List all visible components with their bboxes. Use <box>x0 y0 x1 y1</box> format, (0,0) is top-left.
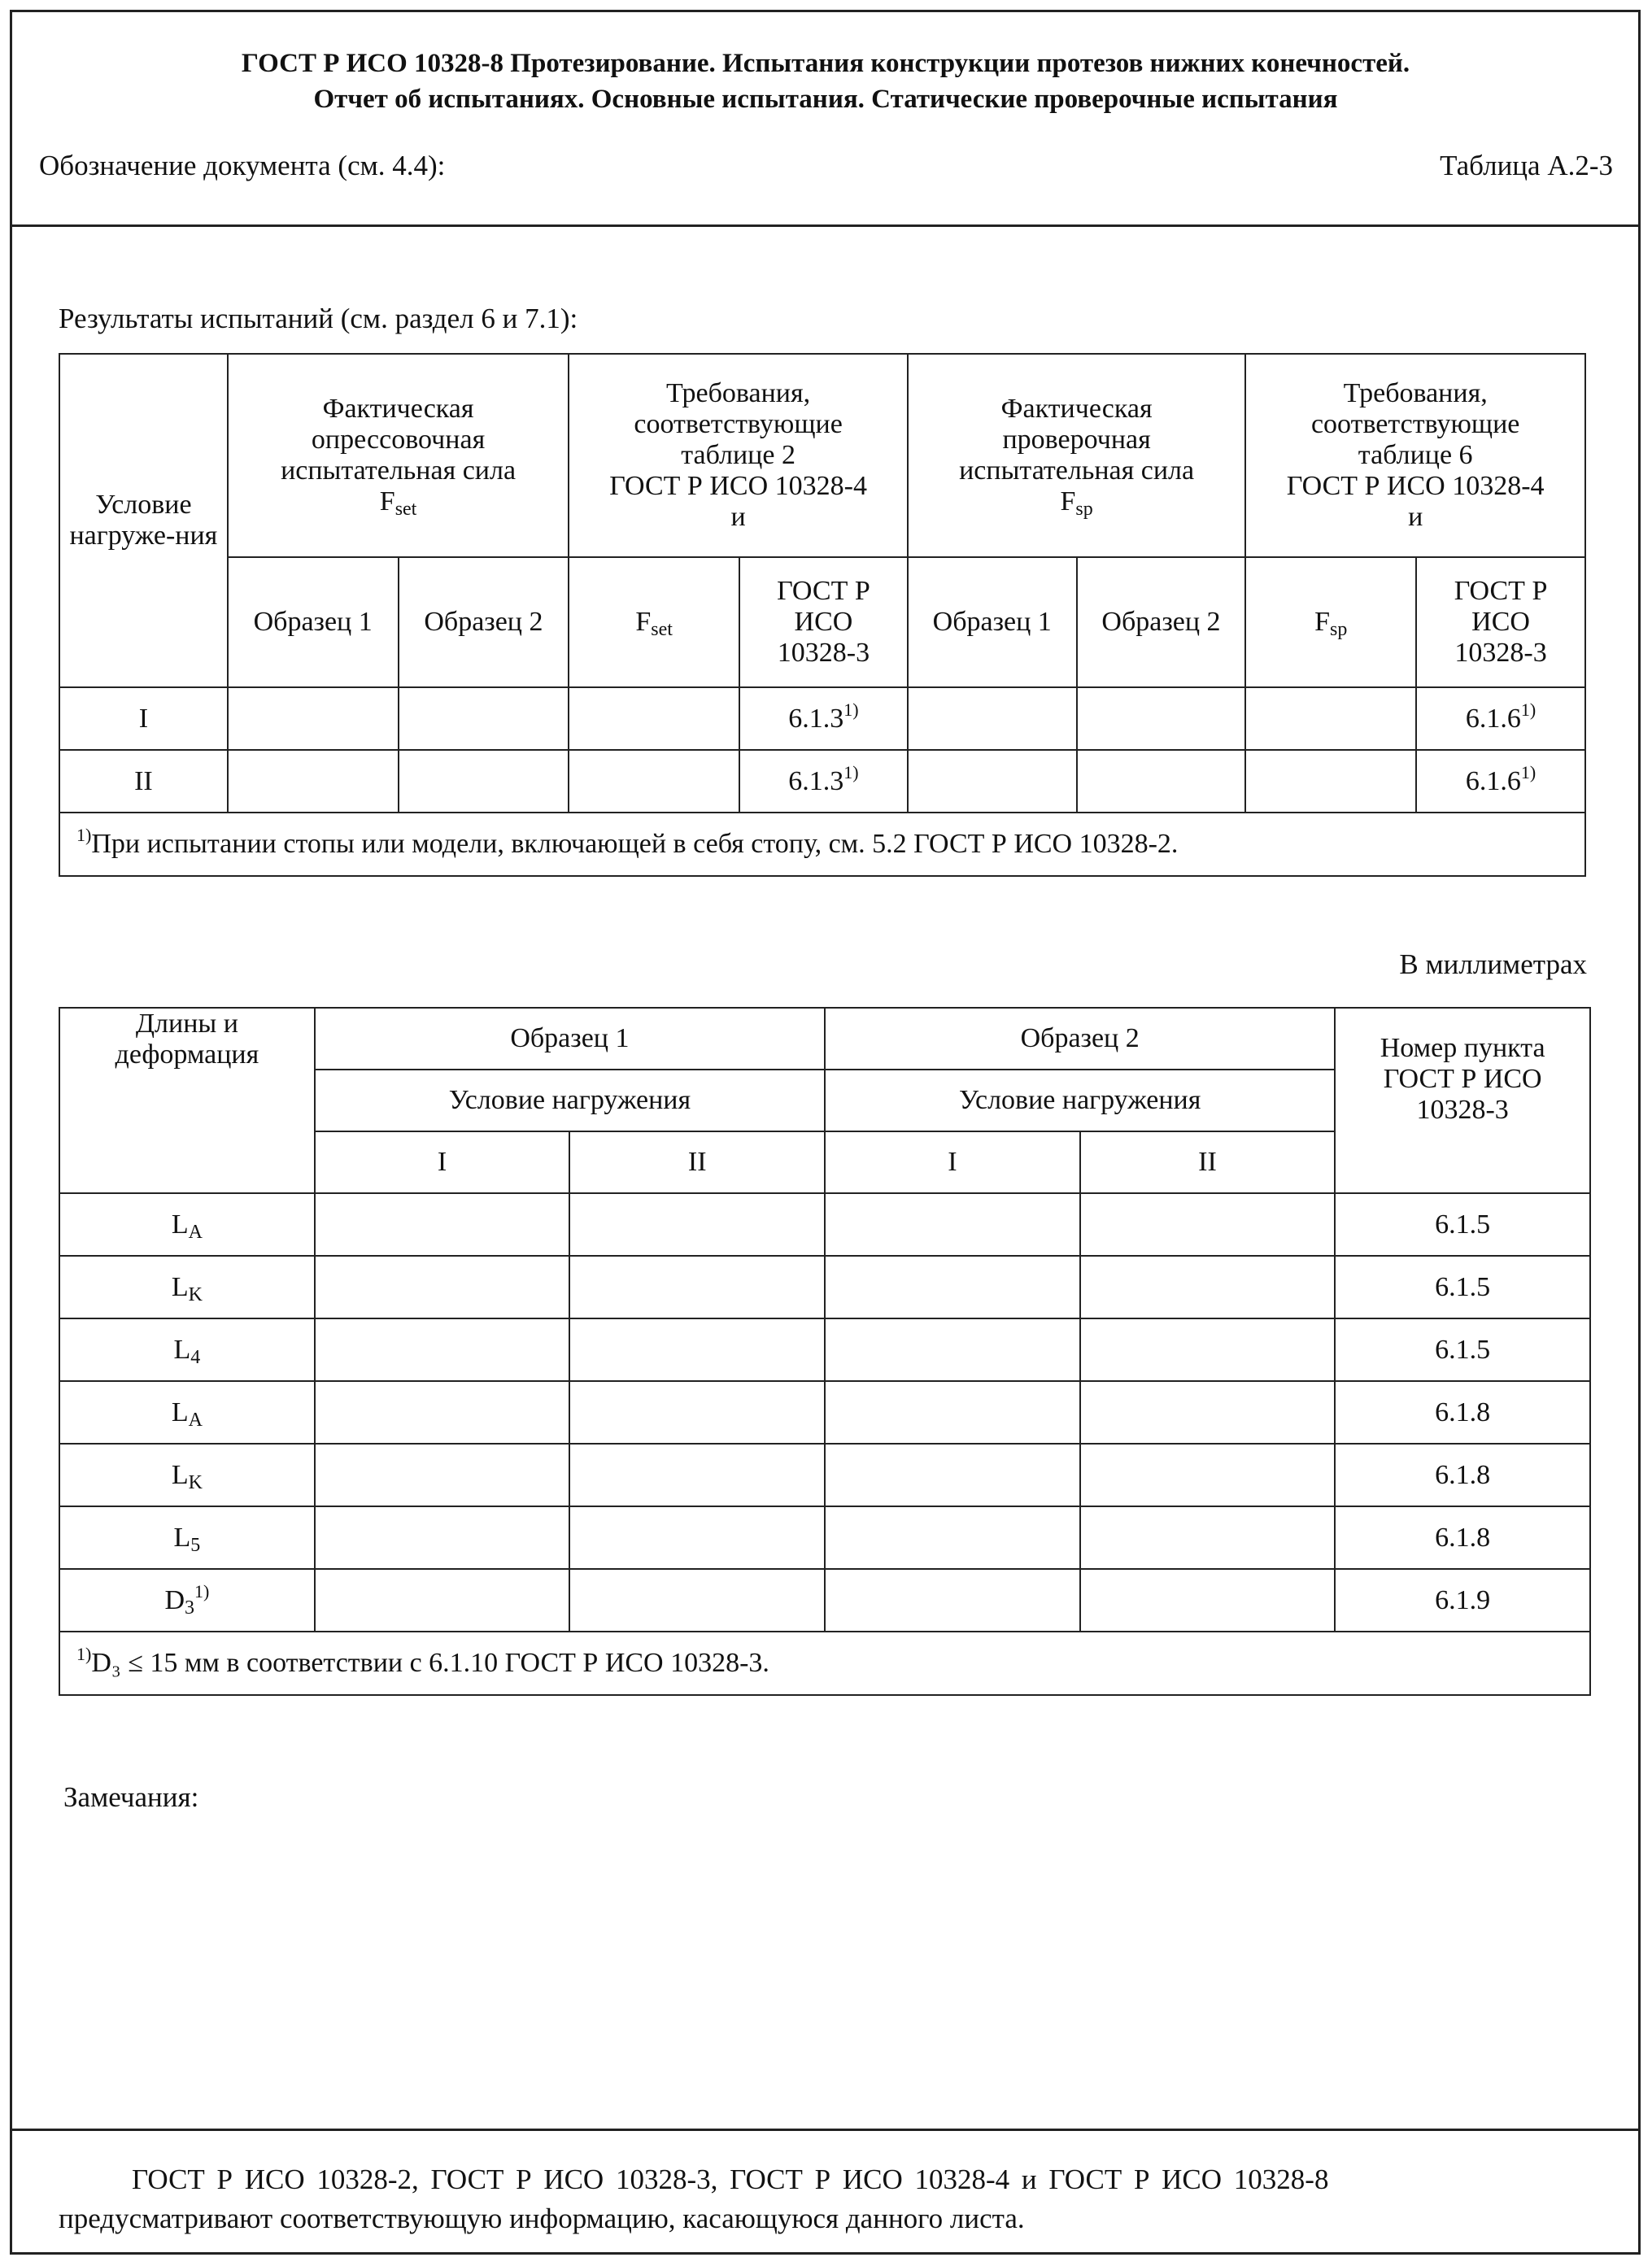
header-actual-proof-force: Фактическая проверочная испытательная сила $F_{sp}$ <box>908 354 1246 557</box>
header-set-sample1: Образец 1 <box>228 557 399 687</box>
cell <box>1080 1381 1336 1444</box>
header-s1-cond-I: I <box>315 1131 570 1193</box>
results-table <box>59 353 1586 877</box>
clause-ref: 6.1.8 <box>1335 1381 1590 1444</box>
header-sp-sample1: Образец 1 <box>908 557 1077 687</box>
row1-sp-sample1 <box>908 687 1077 750</box>
results-caption: Результаты испытаний (см. раздел 6 и 7.1): <box>59 303 578 334</box>
table-row <box>59 1569 1590 1632</box>
row1-condition: I <box>59 687 228 750</box>
clause-ref: 6.1.5 <box>1335 1318 1590 1381</box>
header-sp-sample2: Образец 2 <box>1077 557 1246 687</box>
clause-ref: 6.1.5 <box>1335 1193 1590 1256</box>
footer-line1: ГОСТ Р ИСО 10328-2, ГОСТ Р ИСО 10328-3, ГОСТ Р ИСО 10328-4 и ГОСТ Р ИСО 10328-8 <box>132 2164 1329 2195</box>
length-label: $L_K$ <box>59 1444 315 1506</box>
header-sp-gost: ГОСТ Р ИСО 10328-3 <box>1416 557 1585 687</box>
header-sample2: Образец 2 <box>825 1008 1335 1070</box>
remarks-label: Замечания: <box>63 1781 199 1813</box>
clause-ref: 6.1.5 <box>1335 1256 1590 1318</box>
header-requirements-table6: Требования, соответствующие таблице 6 ГОСТ Р ИСО 10328-4 и <box>1245 354 1585 557</box>
cell <box>315 1256 570 1318</box>
footer-note <box>59 2160 1604 2238</box>
row1-sp-sample2 <box>1077 687 1246 750</box>
row2-fsp <box>1245 750 1416 813</box>
table-row <box>59 1381 1590 1444</box>
header-s2-cond-II: II <box>1080 1131 1336 1193</box>
cell <box>1080 1318 1336 1381</box>
cell <box>825 1381 1080 1444</box>
header-load-condition-s2: Условие нагружения <box>825 1070 1335 1131</box>
row1-set-sample2 <box>399 687 569 750</box>
cell <box>315 1506 570 1569</box>
header-load-condition-s1: Условие нагружения <box>315 1070 825 1131</box>
lengths-footnote: $^{1)}$D₃ ≤ 15 мм в соответствии с 6.1.10 ГОСТ Р ИСО 10328-3. <box>59 1632 1590 1695</box>
row1-sp-ref: 6.1.6$^{1)}$ <box>1416 687 1585 750</box>
table-number: Таблица А.2-3 <box>1440 150 1613 181</box>
cell <box>315 1381 570 1444</box>
length-label: $D_3^{1)}$ <box>59 1569 315 1632</box>
header-clause-number: Номер пункта ГОСТ Р ИСО 10328-3 <box>1335 1008 1590 1193</box>
header-set-fset: $F_{set}$ <box>569 557 739 687</box>
row1-set-sample1 <box>228 687 399 750</box>
unit-caption: В миллиметрах <box>1399 948 1587 980</box>
document-title-line2: Отчет об испытаниях. Основные испытания. Статические проверочные испытания <box>313 85 1338 114</box>
table-row <box>59 1193 1590 1256</box>
results-footnote: $^{1)}$При испытании стопы или модели, включающей в себя стопу, см. 5.2 ГОСТ Р ИСО 10328-2. <box>59 813 1585 876</box>
row2-sp-ref: 6.1.6$^{1)}$ <box>1416 750 1585 813</box>
cell <box>315 1318 570 1381</box>
cell <box>825 1569 1080 1632</box>
clause-ref: 6.1.8 <box>1335 1444 1590 1506</box>
length-label: $L_5$ <box>59 1506 315 1569</box>
cell <box>569 1506 825 1569</box>
header-requirements-table2: Требования, соответствующие таблице 2 ГОСТ Р ИСО 10328-4 и <box>569 354 908 557</box>
row1-fset <box>569 687 739 750</box>
table-row <box>59 1318 1590 1381</box>
lengths-table <box>59 1007 1591 1696</box>
cell <box>825 1444 1080 1506</box>
row1-fsp <box>1245 687 1416 750</box>
header-sp-fsp: $F_{sp}$ <box>1245 557 1416 687</box>
header-lengths: Длины и деформация <box>59 1008 315 1193</box>
cell <box>1080 1444 1336 1506</box>
cell <box>569 1444 825 1506</box>
row2-set-ref: 6.1.3$^{1)}$ <box>739 750 908 813</box>
table-row <box>59 1444 1590 1506</box>
cell <box>569 1381 825 1444</box>
row1-set-ref: 6.1.3$^{1)}$ <box>739 687 908 750</box>
table-row <box>59 687 1585 750</box>
table-row <box>59 750 1585 813</box>
header-separator <box>10 224 1641 227</box>
length-label: $L_A$ <box>59 1193 315 1256</box>
row2-sp-sample2 <box>1077 750 1246 813</box>
row2-set-sample2 <box>399 750 569 813</box>
cell <box>315 1444 570 1506</box>
clause-ref: 6.1.8 <box>1335 1506 1590 1569</box>
row2-sp-sample1 <box>908 750 1077 813</box>
document-designation-label: Обозначение документа (см. 4.4): <box>39 150 446 181</box>
length-label: $L_4$ <box>59 1318 315 1381</box>
cell <box>1080 1193 1336 1256</box>
table-row <box>59 1506 1590 1569</box>
footer-line2: предусматривают соответствующую информацию, касающуюся данного листа. <box>59 2203 1025 2234</box>
row2-set-sample1 <box>228 750 399 813</box>
cell <box>315 1569 570 1632</box>
row2-fset <box>569 750 739 813</box>
header-set-gost: ГОСТ Р ИСО 10328-3 <box>739 557 908 687</box>
header-load-condition: Условие нагруже-ния <box>59 354 228 687</box>
clause-ref: 6.1.9 <box>1335 1569 1590 1632</box>
length-label: $L_K$ <box>59 1256 315 1318</box>
row2-condition: II <box>59 750 228 813</box>
cell <box>825 1506 1080 1569</box>
document-title-line1: ГОСТ Р ИСО 10328-8 Протезирование. Испытания конструкции протезов нижних конечностей. <box>241 49 1410 78</box>
header-actual-settling-force: Фактическая опрессовочная испытательная сила $F_{set}$ <box>228 354 569 557</box>
cell <box>1080 1506 1336 1569</box>
cell <box>569 1256 825 1318</box>
cell <box>825 1256 1080 1318</box>
header-s2-cond-I: I <box>825 1131 1080 1193</box>
cell <box>569 1569 825 1632</box>
cell <box>569 1193 825 1256</box>
cell <box>315 1193 570 1256</box>
header-set-sample2: Образец 2 <box>399 557 569 687</box>
header-sample1: Образец 1 <box>315 1008 825 1070</box>
cell <box>569 1318 825 1381</box>
cell <box>825 1318 1080 1381</box>
length-label: $L_A$ <box>59 1381 315 1444</box>
cell <box>825 1193 1080 1256</box>
footer-separator <box>10 2129 1641 2131</box>
table-row <box>59 1256 1590 1318</box>
cell <box>1080 1569 1336 1632</box>
header-s1-cond-II: II <box>569 1131 825 1193</box>
cell <box>1080 1256 1336 1318</box>
